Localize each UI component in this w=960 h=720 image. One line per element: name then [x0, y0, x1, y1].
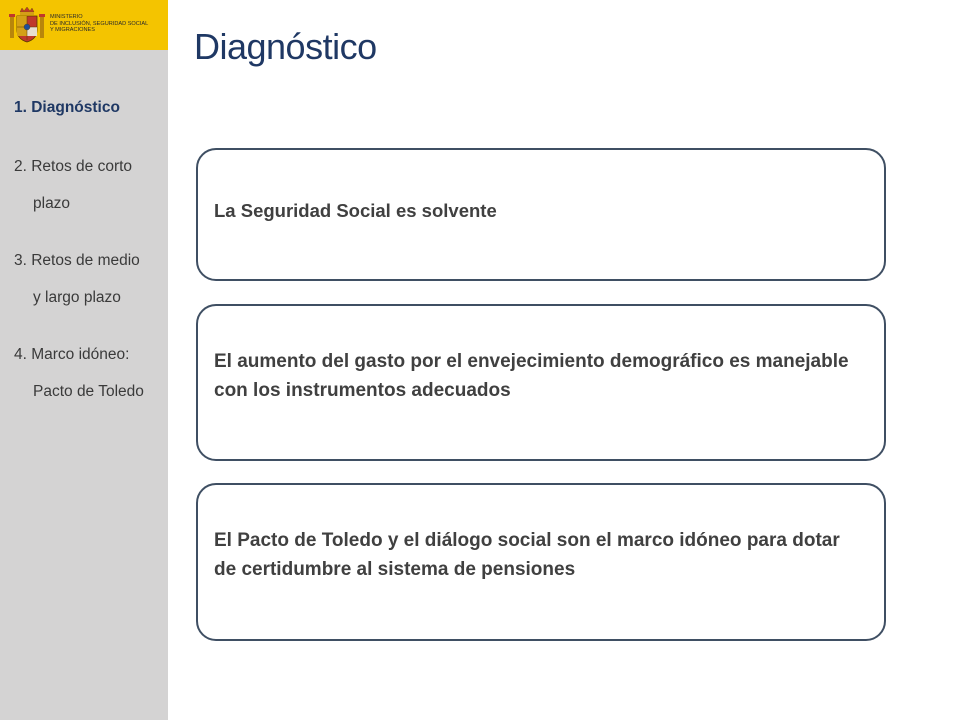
diagnosis-card-pacto-toledo [196, 483, 886, 641]
ministry-name: MINISTERIO DE INCLUSIÓN, SEGURIDAD SOCIAL Y MIGRACIONES [50, 14, 149, 34]
nav-item-label-cont: Pacto de Toledo [33, 383, 144, 400]
nav-item-label-cont: plazo [33, 195, 71, 212]
nav-item-label: 3. Retos de medio [14, 252, 140, 269]
nav-item-retos-corto-plazo[interactable] [14, 154, 164, 224]
coat-of-arms-icon [9, 6, 45, 44]
nav-item-label-cont: y largo plazo [33, 289, 121, 306]
card-text: El Pacto de Toledo y el diálogo social son el marco idóneo para dotar de certidumbre al sistema de pensiones [214, 530, 840, 580]
nav-item-label: 2. Retos de corto [14, 158, 133, 175]
nav-item-diagnostico[interactable] [14, 95, 164, 130]
card-text: El aumento del gasto por el envejecimiento demográfico es manejable con los instrumentos adecuados [214, 350, 849, 401]
nav-item-label: 1. Diagnóstico [14, 99, 120, 116]
ministry-logo-bar [0, 0, 168, 50]
nav-item-marco-idoneo[interactable] [14, 342, 164, 412]
nav-item-retos-medio-largo-plazo[interactable] [14, 248, 164, 318]
card-text: La Seguridad Social es solvente [214, 200, 497, 221]
sidebar [0, 0, 168, 720]
page-title: Diagnóstico [194, 26, 377, 67]
section-nav [14, 95, 164, 436]
diagnosis-card-solvency [196, 148, 886, 281]
diagnosis-card-aging-spending [196, 304, 886, 461]
nav-item-label: 4. Marco idóneo: [14, 346, 130, 363]
